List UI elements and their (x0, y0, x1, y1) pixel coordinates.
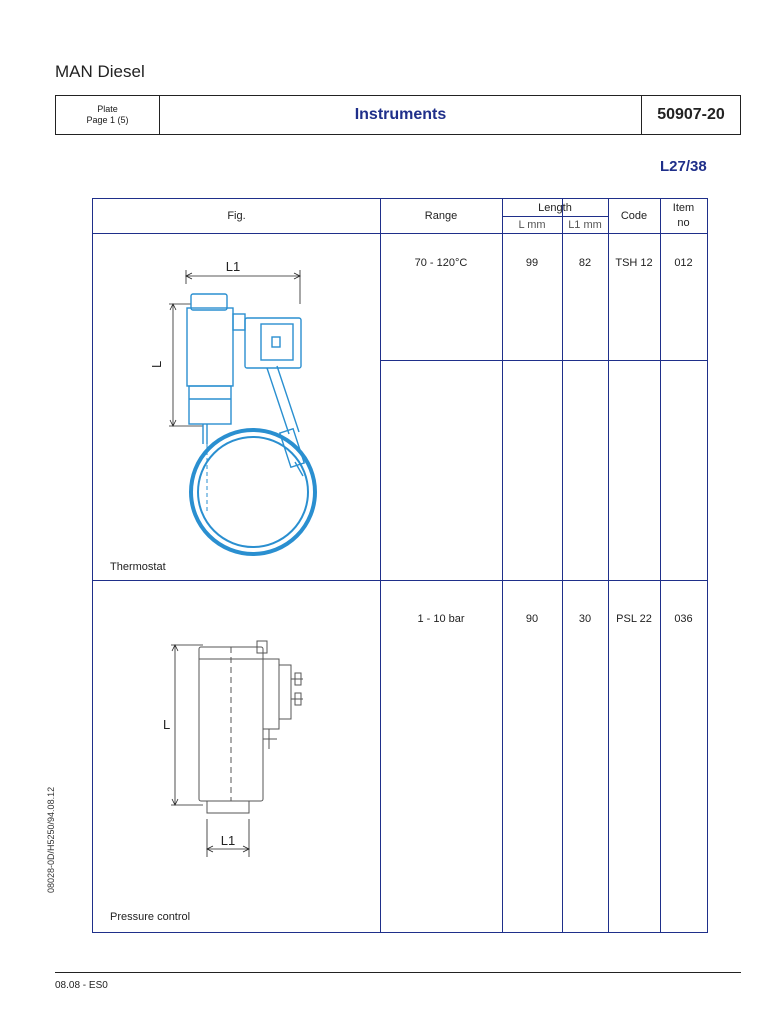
item-no-value: 012 (674, 257, 693, 269)
dimension-label-l: L (163, 717, 171, 732)
engine-model: L27/38 (660, 158, 707, 175)
footer-code: 08.08 - ES0 (55, 980, 108, 991)
code-value: TSH 12 (615, 257, 653, 269)
drawing-reference: 08028-0D/H5250/94.08.12 (46, 786, 56, 893)
dimension-label-l1: L1 (225, 259, 241, 274)
l1-mm-value: 82 (578, 257, 592, 269)
document-number: 50907-20 (641, 96, 740, 134)
page-title: Instruments (354, 106, 447, 123)
item-no-line1: Item (672, 202, 695, 214)
item-no-value: 036 (674, 613, 693, 625)
footer-divider (55, 972, 741, 973)
column-header-code: Code (620, 210, 648, 222)
thermostat-drawing (143, 254, 373, 564)
column-header-l-mm: L mm (518, 218, 546, 231)
dimension-label-l1: L1 (220, 833, 236, 848)
plate-cell (56, 96, 160, 134)
instruments-table (92, 198, 708, 933)
grid-line (502, 199, 503, 932)
pressure-control-drawing (153, 639, 353, 869)
item-no-line2: no (677, 217, 690, 229)
column-header-item-no (660, 201, 707, 231)
plate-label: Plate (97, 104, 118, 114)
grid-line (380, 199, 381, 932)
page-label: Page 1 (5) (86, 115, 129, 125)
dimension-label-l: L (149, 360, 164, 368)
figure-caption-pressure-control: Pressure control (110, 911, 191, 923)
figure-caption-thermostat: Thermostat (110, 561, 166, 573)
column-header-l1-mm: L1 mm (568, 218, 602, 231)
grid-line (93, 233, 707, 234)
grid-line (660, 199, 661, 932)
column-header-fig: Fig. (227, 210, 246, 222)
l-mm-value: 90 (525, 613, 539, 625)
l1-mm-value: 30 (578, 613, 592, 625)
l-mm-value: 99 (525, 257, 539, 269)
title-block (55, 95, 741, 135)
code-value: PSL 22 (616, 613, 652, 625)
grid-line (562, 199, 563, 932)
grid-line (608, 199, 609, 932)
range-value: 70 - 120°C (414, 257, 468, 269)
brand-name: MAN Diesel (55, 62, 145, 81)
column-header-length: Length (538, 201, 572, 214)
grid-line (380, 360, 707, 361)
grid-line (93, 580, 707, 581)
range-value: 1 - 10 bar (417, 613, 465, 625)
column-header-range: Range (424, 210, 458, 222)
